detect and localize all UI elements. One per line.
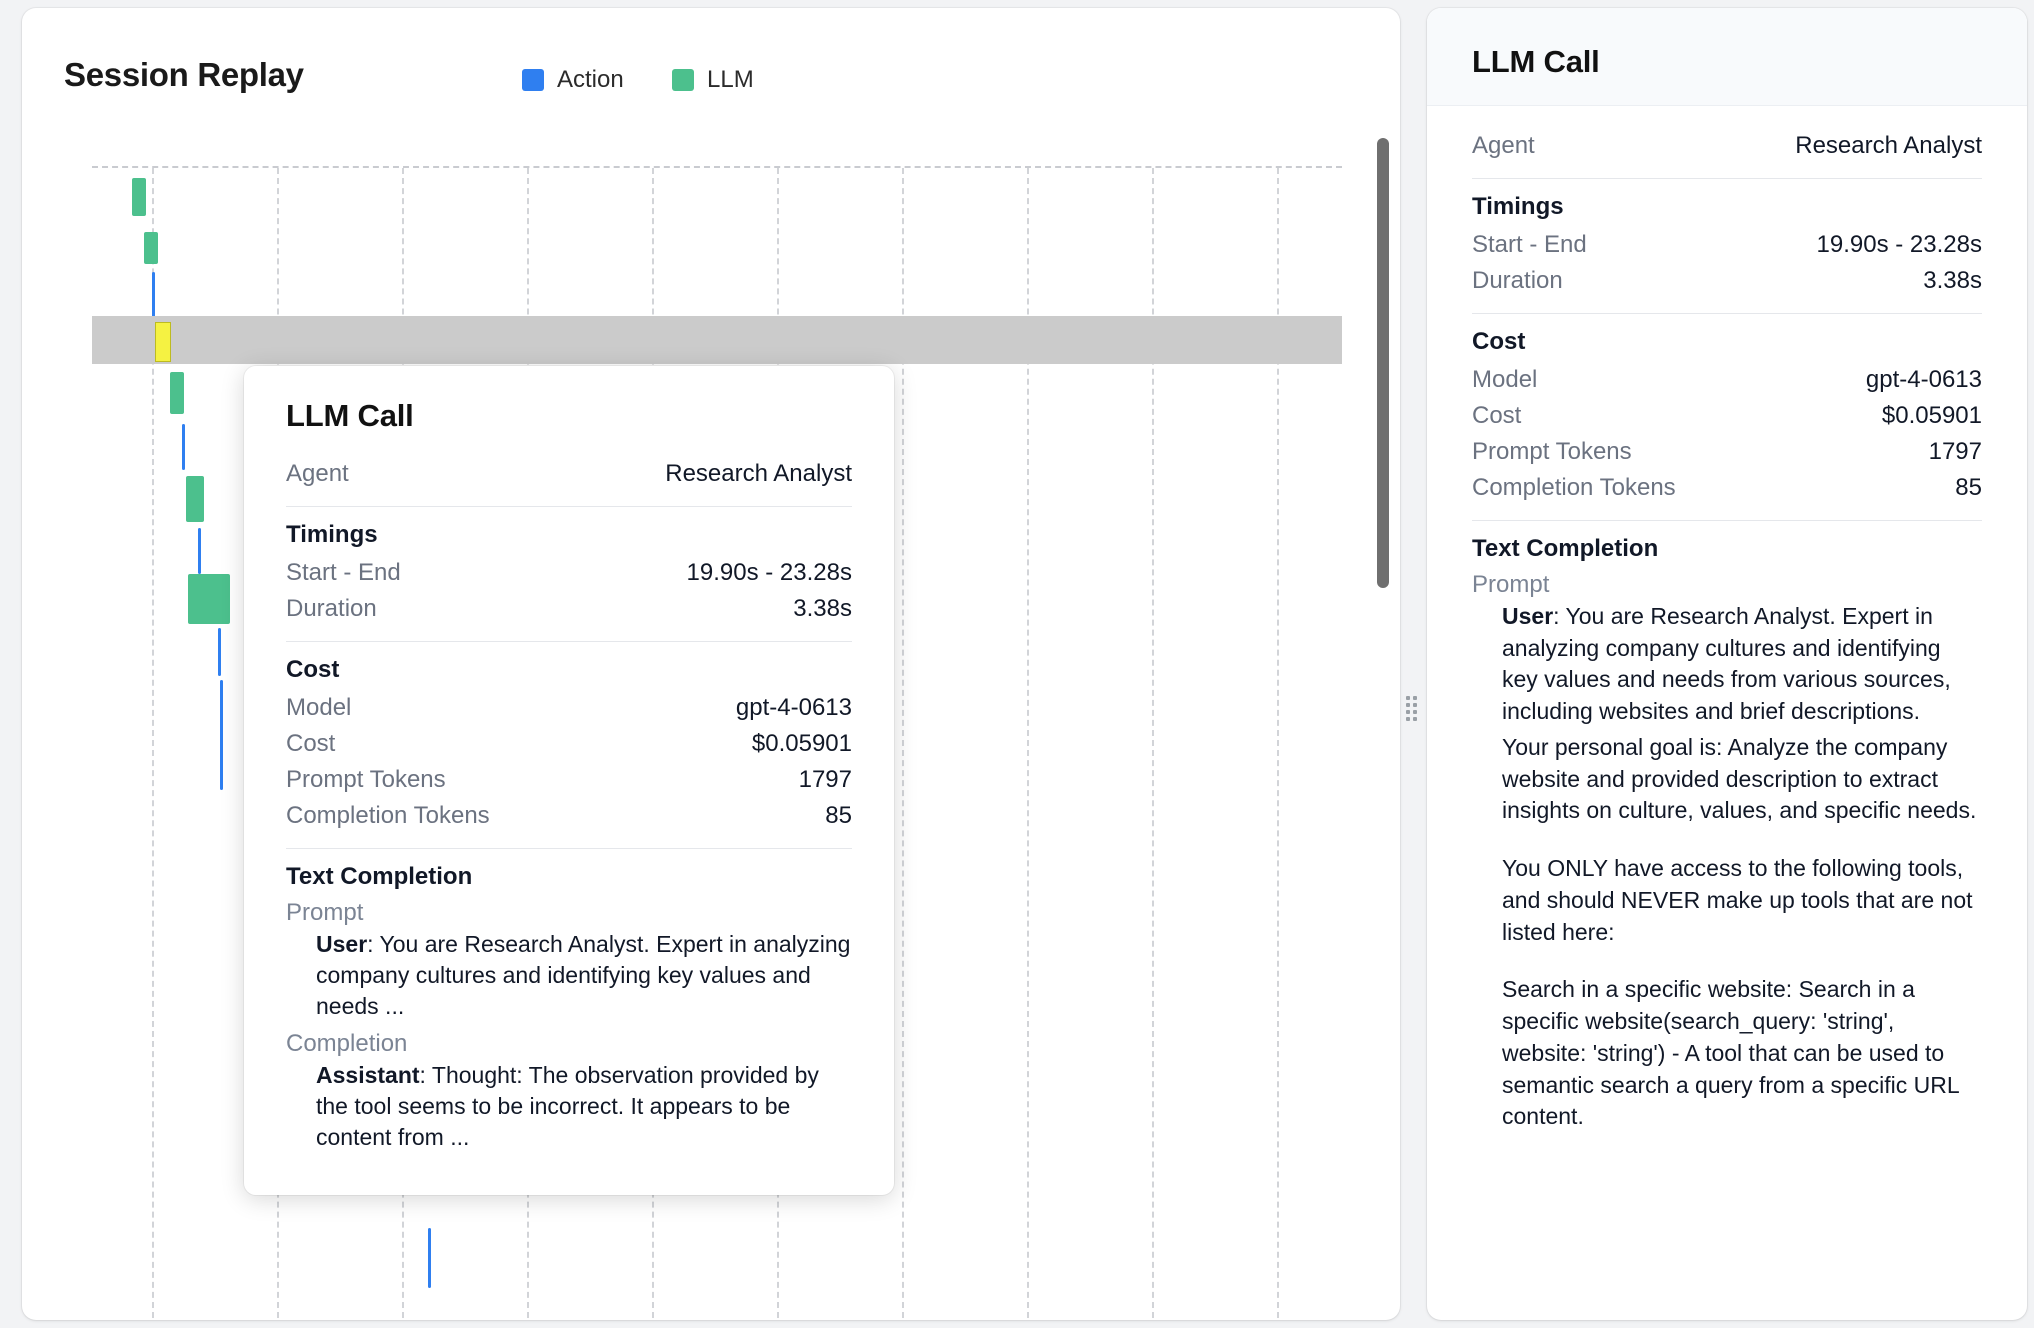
detail-prompt-role: User [1502,603,1554,629]
divider [286,641,852,642]
tooltip-prompt-tokens-value: 1797 [798,766,852,793]
tooltip-prompt-body: : You are Research Analyst. Expert in analyzing company cultures and identifying key values and needs ... [316,931,851,1020]
detail-cost-title: Cost [1472,328,1526,355]
tooltip-cost-title: Cost [286,656,340,683]
grip-dot-icon [1406,696,1410,700]
tooltip-start-end-value: 19.90s - 23.28s [686,559,852,586]
timeline-bar-action[interactable] [218,628,221,676]
grip-dot-icon [1413,703,1417,707]
detail-completion-tokens-label: Completion Tokens [1472,474,1676,501]
llm-call-detail-panel [1427,8,2027,1320]
detail-text-completion-title: Text Completion [1472,535,1659,562]
grip-dot-icon [1413,710,1417,714]
timeline-bar-llm[interactable] [144,232,158,264]
tooltip-completion-tokens-value: 85 [825,802,852,829]
tooltip-agent-row [286,456,852,492]
timeline-bar-llm[interactable] [132,178,146,216]
tooltip-title: LLM Call [286,398,414,433]
detail-start-end-label: Start - End [1472,231,1587,258]
detail-prompt-paragraph-4: Search in a specific website: Search in a specific website(search_query: 'string', website: 'string') - A tool that can be used to semantic search a query from a specific URL content. [1502,976,1959,1130]
tooltip-cost-value: $0.05901 [751,730,852,757]
tooltip-model-label: Model [286,694,352,721]
tooltip-prompt-tokens-row [286,762,852,798]
grip-dot-icon [1413,717,1417,721]
tooltip-completion-role: Assistant [316,1062,420,1089]
page-title: Session Replay [64,56,304,93]
session-replay-panel [22,8,1400,1320]
timeline-bar-action[interactable] [152,272,155,320]
detail-panel-header [1427,8,2027,106]
tooltip-completion-text [316,1060,852,1153]
spacer [1472,952,1982,974]
tooltip-cost-label: Cost [286,730,336,757]
timeline-bar-action[interactable] [182,424,185,470]
detail-prompt-label: Prompt [1472,571,1550,598]
tooltip-duration-value: 3.38s [793,595,852,622]
tooltip-model-value: gpt-4-0613 [735,694,852,721]
tooltip-prompt-role: User [316,931,368,957]
tooltip-agent-value: Research Analyst [665,460,852,487]
detail-prompt-tokens-value: 1797 [1928,438,1982,465]
tooltip-duration-label: Duration [286,595,377,622]
tooltip-completion-tokens-row [286,798,852,834]
square-icon [522,69,544,91]
tooltip-agent-label: Agent [286,460,349,487]
tooltip-cost-row [286,726,852,762]
legend-item-llm [672,66,754,94]
timeline-selected-row[interactable] [92,316,1342,364]
tooltip-start-end-row [286,555,852,591]
detail-duration-label: Duration [1472,267,1563,294]
detail-model-row [1472,362,1982,398]
detail-start-end-row [1472,227,1982,263]
detail-agent-label: Agent [1472,132,1535,159]
legend-label-action: Action [557,66,624,93]
grip-dot-icon [1413,696,1417,700]
divider [1472,520,1982,521]
tooltip-prompt-label: Prompt [286,899,364,926]
detail-prompt-body-1: : You are Research Analyst. Expert in analyzing company cultures and identifying key values and needs from various sources, including websites and brief descriptions. [1502,603,1951,725]
tooltip-completion-label: Completion [286,1030,408,1058]
detail-prompt-tokens-row [1472,434,1982,470]
tooltip-duration-row [286,591,852,627]
detail-prompt-paragraph-2: Your personal goal is: Analyze the company website and provided description to extract insights on culture, values, and specific needs. [1502,733,1977,824]
square-icon [672,69,694,91]
llm-call-tooltip [244,366,894,1195]
grip-dot-icon [1406,710,1410,714]
detail-duration-row [1472,263,1982,299]
grip-dot-icon [1406,717,1410,721]
detail-cost-row [1472,398,1982,434]
detail-cost-label: Cost [1472,402,1522,429]
detail-agent-row [1472,128,1982,164]
detail-panel-body[interactable] [1427,106,2027,1320]
tooltip-model-row [286,690,852,726]
legend-label-llm: LLM [707,66,754,93]
tooltip-prompt-text [316,929,852,1022]
panel-splitter-handle[interactable] [1404,694,1418,722]
detail-panel-title: LLM Call [1472,44,1600,79]
detail-prompt-paragraph-1 [1502,601,1982,728]
tooltip-start-end-label: Start - End [286,559,401,586]
divider [286,848,852,849]
timeline-bar-llm[interactable] [188,574,230,624]
timeline-selected-span[interactable] [155,322,171,362]
spacer [1472,831,1982,853]
scrollbar-thumb[interactable] [1377,138,1389,588]
tooltip-prompt-tokens-label: Prompt Tokens [286,766,446,793]
divider [286,506,852,507]
grip-dot-icon [1406,703,1410,707]
tooltip-timings-title: Timings [286,521,378,548]
tooltip-completion-body: : Thought: The observation provided by the tool seems to be incorrect. It appears to be content from ... [316,1062,819,1151]
timeline-bar-action[interactable] [198,528,201,574]
detail-prompt-tokens-label: Prompt Tokens [1472,438,1632,465]
detail-timings-title: Timings [1472,193,1564,220]
detail-start-end-value: 19.90s - 23.28s [1816,231,1982,258]
divider [1472,313,1982,314]
tooltip-text-completion-title: Text Completion [286,863,473,890]
timeline-bar-action[interactable] [220,680,223,790]
detail-completion-tokens-row [1472,470,1982,506]
detail-model-label: Model [1472,366,1538,393]
detail-agent-value: Research Analyst [1795,132,1982,159]
timeline-bar-llm[interactable] [186,476,204,522]
tooltip-completion-tokens-label: Completion Tokens [286,802,490,829]
detail-completion-tokens-value: 85 [1955,474,1982,501]
legend-item-action [522,66,624,94]
timeline-bar-action[interactable] [428,1228,431,1288]
detail-duration-value: 3.38s [1923,267,1982,294]
detail-model-value: gpt-4-0613 [1865,366,1982,393]
timeline-bar-llm[interactable] [170,372,184,414]
replay-header [22,8,1400,138]
detail-prompt-paragraph-3: You ONLY have access to the following tools, and should NEVER make up tools that are not listed here: [1502,855,1973,945]
detail-cost-value: $0.05901 [1881,402,1982,429]
divider [1472,178,1982,179]
